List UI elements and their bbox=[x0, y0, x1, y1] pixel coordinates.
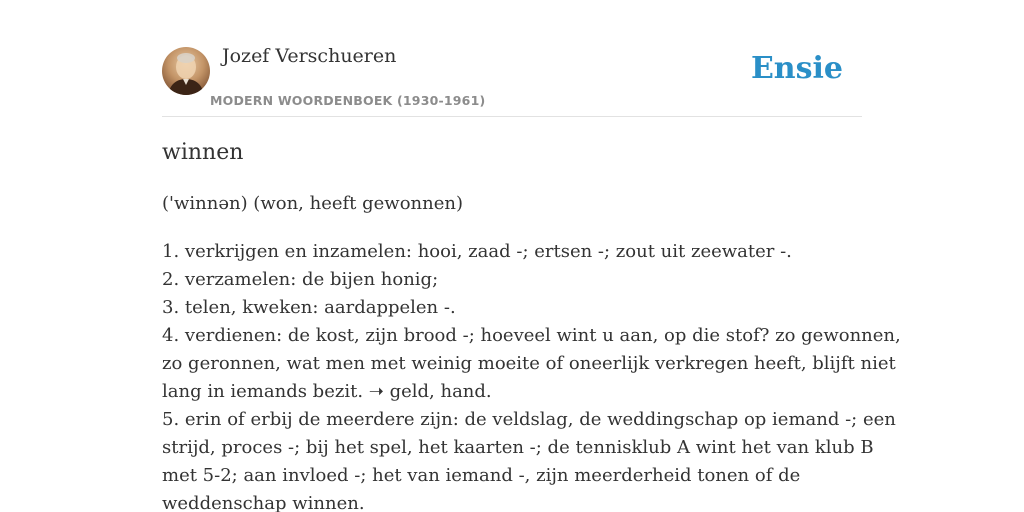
entry-pronunciation: ('winnən) (won, heeft gewonnen) bbox=[162, 193, 463, 214]
entry-headword: winnen bbox=[162, 140, 244, 165]
definition-line: 4. verdienen: de kost, zijn brood -; hoeveel wint u aan, op die stof? zo gewonnen, bbox=[162, 325, 901, 346]
author-avatar[interactable] bbox=[162, 47, 210, 95]
author-name[interactable]: Jozef Verschueren bbox=[222, 45, 397, 67]
brand-logo[interactable]: Ensie bbox=[750, 51, 843, 86]
page-container bbox=[162, 0, 901, 512]
definition-line: lang in iemands bezit. ➝ geld, hand. bbox=[162, 381, 492, 402]
definition-line: strijd, proces -; bij het spel, het kaarten -; de tennisklub A wint het van klub B bbox=[162, 437, 874, 458]
source-title[interactable]: MODERN WOORDENBOEK (1930-1961) bbox=[210, 93, 486, 108]
portrait-image bbox=[162, 47, 210, 95]
definition-line: zo geronnen, wat men met weinig moeite of oneerlijk verkregen heeft, blijft niet bbox=[162, 353, 896, 374]
author-header bbox=[162, 0, 862, 117]
definition-line: 1. verkrijgen en inzamelen: hooi, zaad -; ertsen -; zout uit zeewater -. bbox=[162, 241, 792, 262]
definition-line: 2. verzamelen: de bijen honig; bbox=[162, 269, 439, 290]
definition-line: 5. erin of erbij de meerdere zijn: de veldslag, de weddingschap op iemand -; een bbox=[162, 409, 896, 430]
definition-line: met 5-2; aan invloed -; het van iemand -, zijn meerderheid tonen of de bbox=[162, 465, 801, 486]
definition-line: 3. telen, kweken: aardappelen -. bbox=[162, 297, 456, 318]
definition-line: weddenschap winnen. bbox=[162, 493, 365, 512]
entry-definitions bbox=[162, 238, 901, 512]
